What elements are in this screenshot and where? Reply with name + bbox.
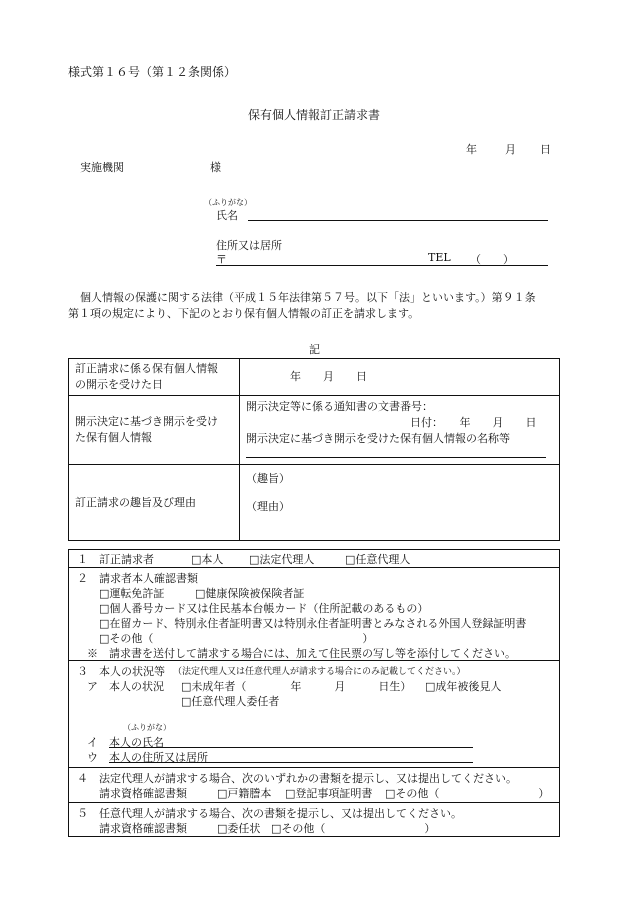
principal-name-line[interactable] — [109, 747, 473, 748]
requester-name-label: 氏名 — [216, 209, 238, 222]
date-year: 年 — [466, 143, 477, 156]
date-day: 日 — [540, 143, 551, 156]
doc-number-label: 開示決定等に係る通知書の文書番号： — [246, 400, 433, 413]
purpose-label: （趣旨） — [246, 472, 290, 485]
requester-furigana: （ふりがな） — [204, 198, 252, 207]
disclosed-info-name-line[interactable] — [246, 447, 546, 458]
disclosure-date-cell[interactable]: 年 月 日 — [240, 359, 560, 396]
purpose-reason-label: 訂正請求の趣旨及び理由 — [69, 465, 240, 541]
checkbox-driver-license[interactable]: □運転免許証 — [99, 587, 165, 600]
page-title: 保有個人情報訂正請求書 — [248, 108, 381, 122]
checkbox-family-register[interactable]: □戸籍謄本 — [217, 787, 272, 800]
checkbox-other-legal[interactable]: □その他（ ） — [385, 787, 550, 800]
disclosed-info-cell[interactable] — [240, 396, 560, 465]
section-legal-agent-docs: ４ 法定代理人が請求する場合、次のいずれかの書類を提示し、又は提出してください。 請求資格確認書類 □戸籍謄本 □登記事項証明書 □その他（ ） — [69, 768, 559, 803]
tel-label: TEL — [428, 251, 451, 264]
requester-address-line[interactable] — [216, 265, 548, 266]
disclosed-info-name-label: 開示決定に基づき開示を受けた保有個人情報の名称等 — [246, 432, 510, 445]
postal-mark: 〒 — [216, 253, 227, 266]
checkbox-principal[interactable]: □任意代理人委任者 — [181, 695, 280, 708]
requester-address-label: 住所又は居所 — [216, 239, 282, 252]
form-number: 様式第１６号（第１２条関係） — [68, 65, 237, 79]
disclosed-info-label: 開示決定に基づき開示を受け た保有個人情報 — [69, 396, 240, 465]
principal-address-label: ウ 本人の住所又は居所 — [87, 751, 208, 764]
checkbox-minor[interactable]: □未成年者（ 年 月 日生） — [181, 680, 412, 693]
mail-note: ※ 請求書を送付して請求する場合には、加えて住民票の写し等を添付してください。 — [87, 647, 516, 660]
disclosure-date-label: 訂正請求に係る保有個人情報 の開示を受けた日 — [69, 359, 240, 396]
requester-info-box — [68, 549, 560, 837]
checkbox-legal-agent[interactable]: □法定代理人 — [249, 553, 315, 566]
section-voluntary-agent-docs: ５ 任意代理人が請求する場合、次の書類を提示し、又は提出してください。 請求資格確認書類 □委任状 □その他（ ） — [77, 807, 462, 835]
section-id-documents: ２ 請求者本人確認書類 □運転免許証 □健康保険被保険者証 □個人番号カード又は住民基本台帳カード（住所記載のあるもの） □在留カード、特別永住者証明書又は特別永住者証明書とみなされる外国人登録証明書 □その他（ ） ※ 請求書を送付して請求する場合には、加えて住民票の写し等を添付してください。 — [69, 568, 559, 661]
intro-line-2: 第１項の規定により、下記のとおり保有個人情報の訂正を請求します。 — [68, 307, 420, 320]
checkbox-health-insurance[interactable]: □健康保険被保険者証 — [195, 587, 305, 600]
checkbox-voluntary-agent[interactable]: □任意代理人 — [345, 553, 411, 566]
purpose-reason-cell[interactable] — [240, 465, 560, 541]
checkbox-self[interactable]: □本人 — [191, 553, 224, 566]
principal-address-line[interactable] — [109, 762, 473, 763]
checkbox-my-number-card[interactable]: □個人番号カード又は住民基本台帳カード（住所記載のあるもの） — [99, 602, 429, 615]
checkbox-residence-card[interactable]: □在留カード、特別永住者証明書又は特別永住者証明書とみなされる外国人登録証明書 — [99, 617, 527, 630]
intro-line-1: 個人情報の保護に関する法律（平成１５年法律第５７号。以下「法」といいます。）第９１条 — [80, 291, 536, 304]
requester-name-line[interactable] — [248, 220, 548, 221]
checkbox-adult-ward[interactable]: □成年被後見人 — [425, 680, 502, 693]
agency-label: 実施機関 — [80, 161, 124, 174]
sama-label: 様 — [210, 161, 221, 174]
date-month: 月 — [505, 143, 516, 156]
tel-parens: （ ） — [470, 253, 514, 266]
checkbox-registry-certificate[interactable]: □登記事項証明書 — [285, 787, 373, 800]
checkbox-other-voluntary[interactable]: □その他（ ） — [271, 822, 436, 835]
section-requester-type: １ 訂正請求者 □本人 □法定代理人 □任意代理人 — [69, 550, 559, 568]
checkbox-power-of-attorney[interactable]: □委任状 — [217, 822, 261, 835]
request-details-table — [68, 358, 560, 541]
reason-label: （理由） — [246, 500, 290, 513]
doc-date-label: 日付： 年 月 日 — [410, 416, 537, 429]
ki-heading: 記 — [309, 343, 320, 356]
section-principal-status: ３ 本人の状況等 （法定代理人又は任意代理人が請求する場合にのみ記載してください。） ア 本人の状況 □未成年者（ 年 月 日生） □成年被後見人 □任意代理人委任者 （ふりがな） イ 本人の氏名 ウ 本人の住所又は居所 — [69, 661, 559, 768]
checkbox-other-id[interactable]: □その他（ ） — [99, 632, 374, 645]
principal-name-label: イ 本人の氏名 — [87, 736, 164, 749]
